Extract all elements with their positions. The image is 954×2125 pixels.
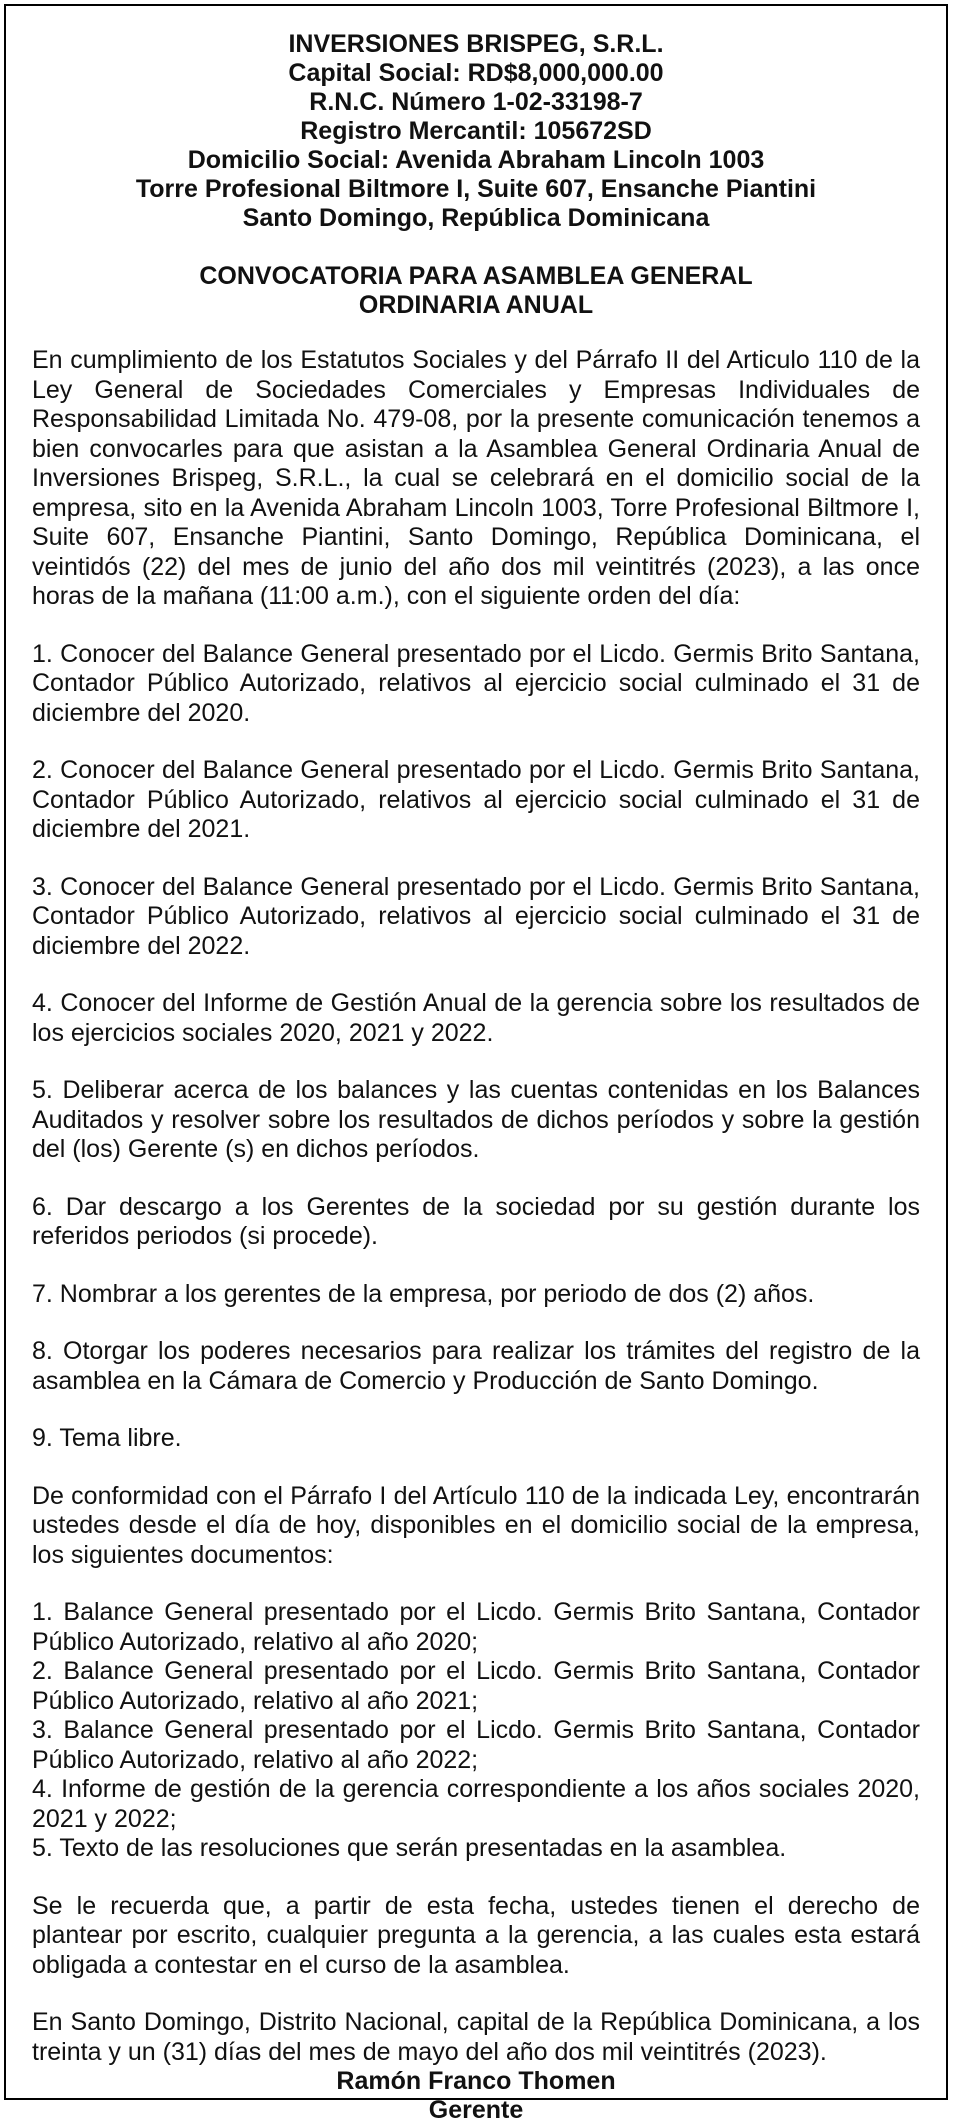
closing-paragraph: En Santo Domingo, Distrito Nacional, capital de la República Dominicana, a los treinta y un (31) días del mes de mayo del año dos mil veintitrés (2023). [32,2008,920,2066]
city-address: Santo Domingo, República Dominicana [242,204,710,232]
convocatoria-notice [4,4,948,2124]
document-item-3: 3. Balance General presentado por el Licdo. Germis Brito Santana, Contador Público Autorizado, relativo al año 2022; [32,1716,920,1774]
signatory-role: Gerente [428,2096,524,2124]
registro-mercantil: Registro Mercantil: 105672SD [300,117,652,145]
agenda-item-5: 5. Deliberar acerca de los balances y las cuentas contenidas en los Balances Auditados y resolver sobre los resultados de dichos períodos y sobre la gestión del (los) Gerente (s) en dichos períodos. [32,1076,920,1163]
signature-block [32,2067,920,2125]
agenda-item-8: 8. Otorgar los poderes necesarios para realizar los trámites del registro de la asamblea en la Cámara de Comercio y Producción de Santo Domingo. [32,1337,920,1395]
title-line-1: CONVOCATORIA PARA ASAMBLEA GENERAL [199,262,753,290]
document-item-2: 2. Balance General presentado por el Licdo. Germis Brito Santana, Contador Público Autorizado, relativo al año 2021; [32,1657,920,1715]
intro-paragraph: En cumplimiento de los Estatutos Sociales y del Párrafo II del Articulo 110 de la Ley General de Sociedades Comerciales y Empresas Individuales de Responsabilidad Limitada No. 479-08, por la presente comunicación tenemos a bien convocarles para que asistan a la Asamblea General Ordinaria Anual de Inversiones Brispeg, S.R.L., la cual se celebrará en el domicilio social de la empresa, sito en la Avenida Abraham Lincoln 1003, Torre Profesional Biltmore I, Suite 607, Ensanche Piantini, Santo Domingo, República Dominicana, el veintidós (22) del mes de junio del año dos mil veintitrés (2023), a las once horas de la mañana (11:00 a.m.), con el siguiente orden del día: [32,346,920,610]
domicilio-social: Domicilio Social: Avenida Abraham Lincoln 1003 [187,146,765,174]
company-name: INVERSIONES BRISPEG, S.R.L. [288,30,664,58]
agenda-item-3: 3. Conocer del Balance General presentado por el Licdo. Germis Brito Santana, Contador Público Autorizado, relativos al ejercicio social culminado el 31 de diciembre del 2022. [32,872,920,960]
agenda-item-2: 2. Conocer del Balance General presentado por el Licdo. Germis Brito Santana, Contador Público Autorizado, relativos al ejercicio social culminado el 31 de diciembre del 2021. [32,756,920,843]
title-line-2: ORDINARIA ANUAL [358,291,594,319]
conformidad-paragraph: De conformidad con el Párrafo I del Artículo 110 de la indicada Ley, encontrarán ustedes desde el día de hoy, disponibles en el domicilio social de la empresa, los siguientes documentos: [32,1481,920,1569]
agenda-item-4: 4. Conocer del Informe de Gestión Anual de la gerencia sobre los resultados de los ejercicios sociales 2020, 2021 y 2022. [32,989,920,1047]
documents-list [32,1598,920,1864]
torre-address: Torre Profesional Biltmore I, Suite 607, Ensanche Piantini [135,175,817,203]
agenda-item-1: 1. Conocer del Balance General presentado por el Licdo. Germis Brito Santana, Contador Público Autorizado, relativos al ejercicio social culminado el 31 de diciembre del 2020. [32,639,920,727]
company-header [32,30,920,233]
signatory-name: Ramón Franco Thomen [336,2067,616,2095]
notice-title [32,262,920,320]
rnc-number: R.N.C. Número 1-02-33198-7 [309,88,643,116]
document-item-1: 1. Balance General presentado por el Licdo. Germis Brito Santana, Contador Público Autorizado, relativo al año 2020; [32,1598,920,1656]
agenda-item-9: 9. Tema libre. [32,1424,182,1452]
reminder-paragraph: Se le recuerda que, a partir de esta fecha, ustedes tienen el derecho de plantear por escrito, cualquier pregunta a la gerencia, a las cuales esta estará obligada a contestar en el curso de la asamblea. [32,1891,920,1979]
document-item-5: 5. Texto de las resoluciones que serán presentadas en la asamblea. [32,1834,787,1862]
agenda-item-7: 7. Nombrar a los gerentes de la empresa, por periodo de dos (2) años. [32,1279,815,1308]
document-item-4: 4. Informe de gestión de la gerencia correspondiente a los años sociales 2020, 2021 y 2022; [32,1775,920,1833]
capital-social: Capital Social: RD$8,000,000.00 [288,59,664,87]
agenda-item-6: 6. Dar descargo a los Gerentes de la sociedad por su gestión durante los referidos periodos (si procede). [32,1192,920,1250]
